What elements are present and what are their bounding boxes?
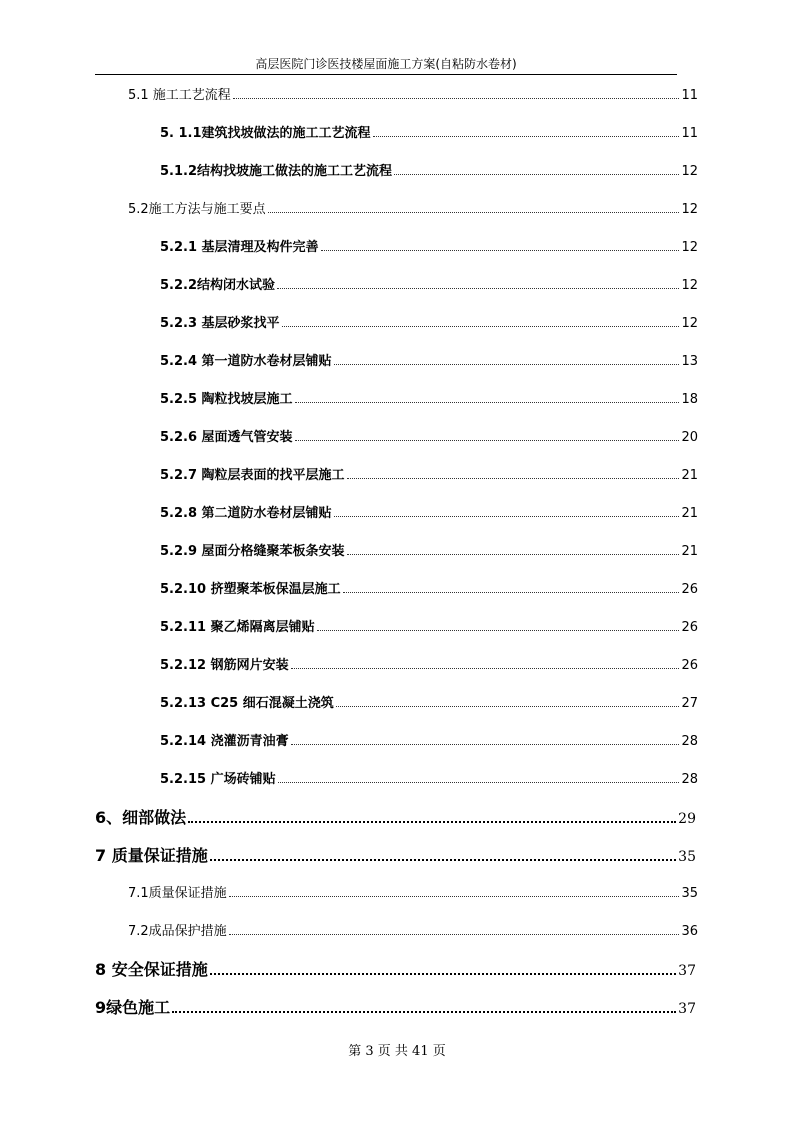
toc-leader-dots — [172, 1010, 676, 1013]
toc-entry-title: 5.2.2结构闭水试验 — [160, 278, 276, 293]
toc-entry[interactable] — [128, 882, 698, 906]
toc-entry[interactable] — [95, 806, 696, 830]
toc-entry-title: 5.2.15 广场砖铺贴 — [160, 772, 276, 787]
toc-leader-dots — [233, 97, 680, 99]
toc-leader-dots — [278, 781, 680, 783]
toc-leader-dots — [336, 705, 680, 707]
toc-entry[interactable] — [160, 122, 698, 146]
toc-entry[interactable] — [160, 464, 698, 488]
toc-entry-title: 5.2.6 屋面透气管安装 — [160, 430, 293, 445]
toc-entry-title: 5.2.3 基层砂浆找平 — [160, 316, 280, 331]
toc-entry-page: 12 — [681, 316, 698, 331]
toc-entry-title: 7.2成品保护措施 — [128, 924, 227, 939]
toc-leader-dots — [321, 249, 680, 251]
toc-leader-dots — [295, 401, 680, 403]
toc-entry-title: 5.2.11 聚乙烯隔离层铺贴 — [160, 620, 315, 635]
toc-entry-page: 36 — [681, 924, 698, 939]
toc-entry-title: 5.1 施工工艺流程 — [128, 88, 231, 103]
toc-entry[interactable] — [95, 996, 696, 1020]
toc-leader-dots — [334, 515, 680, 517]
toc-entry-page: 20 — [681, 430, 698, 445]
toc-entry-title: 5.2.9 屋面分格缝聚苯板条安装 — [160, 544, 345, 559]
toc-entry-title: 5.2.5 陶粒找坡层施工 — [160, 392, 293, 407]
toc-leader-dots — [334, 363, 680, 365]
toc-entry[interactable] — [160, 274, 698, 298]
toc-entry-title: 7.1质量保证措施 — [128, 886, 227, 901]
page-footer — [0, 1040, 794, 1059]
toc-entry[interactable] — [160, 236, 698, 260]
toc-leader-dots — [295, 439, 680, 441]
toc-entry[interactable] — [128, 84, 698, 108]
toc-entry[interactable] — [160, 502, 698, 526]
toc-entry[interactable] — [160, 350, 698, 374]
toc-leader-dots — [229, 933, 680, 935]
toc-entry[interactable] — [160, 312, 698, 336]
toc-entry-page: 11 — [681, 88, 698, 103]
toc-entry[interactable] — [160, 768, 698, 792]
toc-leader-dots — [347, 477, 680, 479]
toc-leader-dots — [268, 211, 680, 213]
toc-entry-title: 5.2.10 挤塑聚苯板保温层施工 — [160, 582, 341, 597]
toc-entry-page: 11 — [681, 126, 698, 141]
toc-entry-title: 5.2.7 陶粒层表面的找平层施工 — [160, 468, 345, 483]
toc-entry-title: 7 质量保证措施 — [95, 846, 208, 865]
toc-leader-dots — [210, 858, 676, 861]
toc-entry-page: 35 — [681, 886, 698, 901]
toc-entry-page: 37 — [678, 963, 696, 979]
toc-entry-title: 5.2.12 钢筋网片安装 — [160, 658, 289, 673]
toc-entry-title: 5.2.14 浇灌沥青油膏 — [160, 734, 289, 749]
toc-entry[interactable] — [95, 844, 696, 868]
toc-entry[interactable] — [95, 958, 696, 982]
toc-leader-dots — [229, 895, 680, 897]
toc-entry[interactable] — [160, 540, 698, 564]
toc-entry[interactable] — [128, 920, 698, 944]
toc-entry-title: 5. 1.1建筑找坡做法的施工工艺流程 — [160, 126, 371, 141]
page-header — [95, 54, 677, 75]
toc-leader-dots — [347, 553, 680, 555]
toc-leader-dots — [343, 591, 680, 593]
toc-leader-dots — [277, 287, 679, 289]
toc-entry-title: 5.2.13 C25 细石混凝土浇筑 — [160, 696, 334, 711]
toc-entry-title: 5.2.1 基层清理及构件完善 — [160, 240, 319, 255]
toc-entry-page: 12 — [681, 278, 698, 293]
toc-entry-page: 27 — [681, 696, 698, 711]
toc-entry-page: 28 — [681, 772, 698, 787]
toc-leader-dots — [291, 743, 680, 745]
toc-leader-dots — [291, 667, 680, 669]
toc-entry-title: 5.2.8 第二道防水卷材层铺贴 — [160, 506, 332, 521]
toc-entry[interactable] — [160, 692, 698, 716]
toc-entry[interactable] — [160, 426, 698, 450]
toc-entry-page: 12 — [681, 202, 698, 217]
toc-entry[interactable] — [160, 730, 698, 754]
toc-entry-page: 21 — [681, 468, 698, 483]
toc-entry-page: 35 — [678, 849, 696, 865]
toc-entry-title: 6、细部做法 — [95, 808, 187, 827]
toc-entry-page: 21 — [681, 506, 698, 521]
toc-leader-dots — [394, 173, 679, 175]
toc-entry-title: 9绿色施工 — [95, 998, 171, 1017]
toc-entry-page: 26 — [681, 582, 698, 597]
toc-entry[interactable] — [160, 578, 698, 602]
toc-entry-title: 5.2.4 第一道防水卷材层铺贴 — [160, 354, 332, 369]
toc-entry-title: 5.2施工方法与施工要点 — [128, 202, 266, 217]
toc-entry-page: 12 — [681, 164, 698, 179]
page-number-text: 第 3 页 共 41 页 — [348, 1044, 446, 1059]
toc-entry-title: 8 安全保证措施 — [95, 960, 208, 979]
toc-entry-page: 37 — [678, 1001, 696, 1017]
toc-entry-page: 13 — [681, 354, 698, 369]
toc-entry-page: 21 — [681, 544, 698, 559]
header-title: 高层医院门诊医技楼屋面施工方案(自粘防水卷材) — [255, 57, 517, 71]
toc-entry-title: 5.1.2结构找坡施工做法的施工工艺流程 — [160, 164, 393, 179]
toc-entry[interactable] — [128, 198, 698, 222]
toc-leader-dots — [282, 325, 680, 327]
toc-entry[interactable] — [160, 616, 698, 640]
toc-entry[interactable] — [160, 654, 698, 678]
toc-entry-page: 26 — [681, 658, 698, 673]
toc-entry[interactable] — [160, 388, 698, 412]
toc-entry-page: 28 — [681, 734, 698, 749]
toc-entry[interactable] — [160, 160, 698, 184]
toc-entry-page: 12 — [681, 240, 698, 255]
toc-leader-dots — [373, 135, 680, 137]
toc-entry-page: 26 — [681, 620, 698, 635]
toc-leader-dots — [188, 820, 676, 823]
toc-entry-page: 18 — [681, 392, 698, 407]
toc-leader-dots — [317, 629, 680, 631]
toc-leader-dots — [210, 972, 676, 975]
toc-entry-page: 29 — [678, 811, 696, 827]
